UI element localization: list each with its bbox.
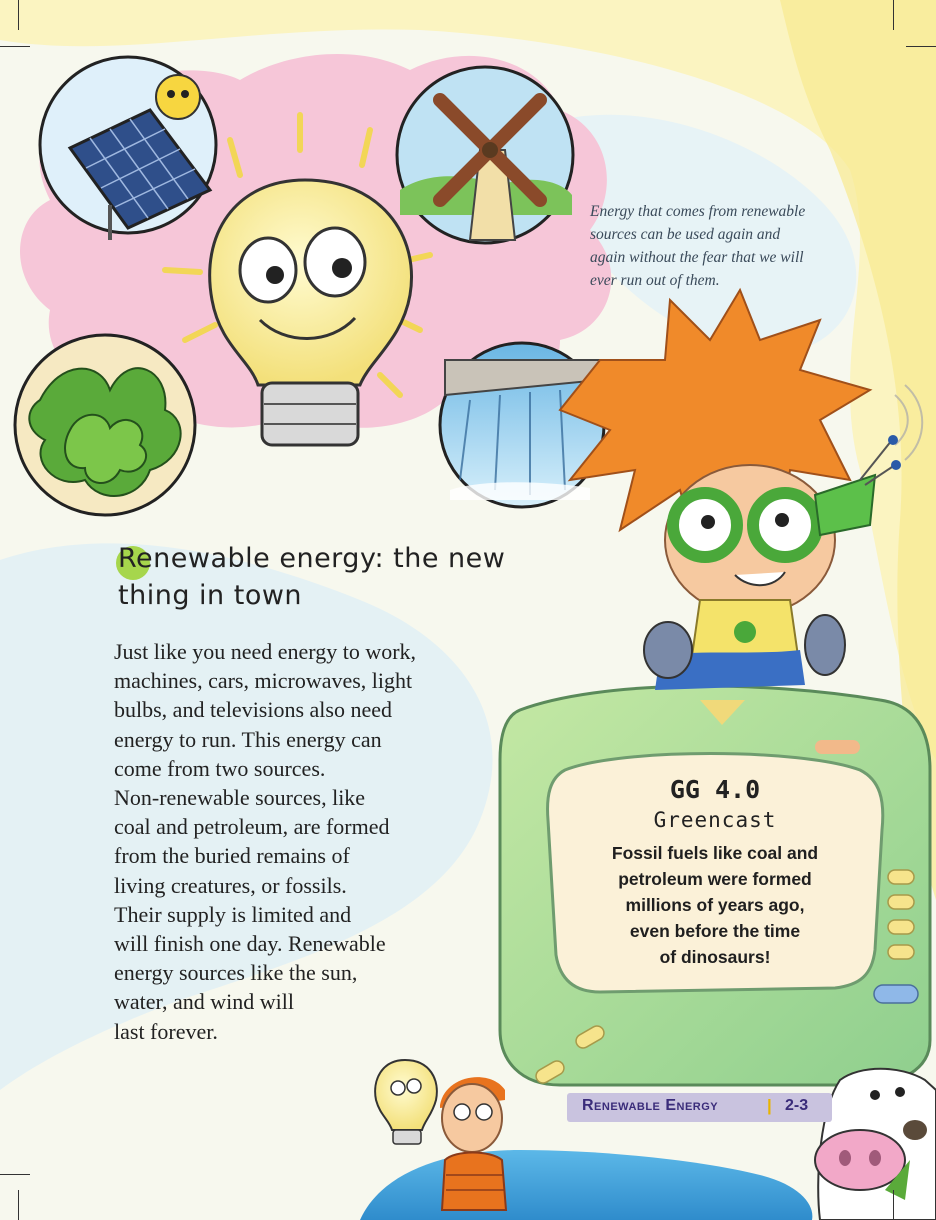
tv-title: GG 4.0 [669, 775, 761, 804]
small-boy-illustration [440, 1077, 506, 1210]
cow-illustration [815, 1069, 936, 1220]
section-heading: Renewable energy: the new thing in town [118, 543, 506, 611]
crop-mark [18, 0, 19, 30]
windmill-illustration [397, 67, 573, 243]
crop-mark [0, 1174, 30, 1175]
crop-mark [893, 0, 894, 30]
crop-mark [0, 46, 30, 47]
dam-illustration [440, 343, 604, 507]
cartoon-boy-illustration [560, 290, 901, 690]
footer-section-title: Renewable Energy [582, 1097, 719, 1114]
tv-fact-text: Fossil fuels like coal and petroleum were formed millions of years ago, even before the time of dinosaurs! [611, 843, 819, 967]
leaves-illustration [15, 335, 195, 515]
body-paragraph: Just like you need energy to work, machines, cars, microwaves, light bulbs, and televisions also need energy to run. This energy can come from two sources. Non-renewable sources, like coal and petroleum, are formed from the buried remains of living creatures, or fossils. Their supply is limited and will finish one day. Renewable energy sources like the sun, water, and wind will last forever. [114, 639, 417, 1044]
tv-subtitle: Greencast [653, 808, 777, 832]
small-bulb-illustration [375, 1060, 437, 1144]
crop-mark [18, 1190, 19, 1220]
crop-mark [906, 46, 936, 47]
footer-separator: | [767, 1096, 772, 1115]
crop-mark [893, 1190, 894, 1220]
illustration-caption: Energy that comes from renewable sources can be used again and again without the fear that we will ever run out of them. [590, 203, 806, 289]
page-number: 2-3 [785, 1097, 809, 1114]
